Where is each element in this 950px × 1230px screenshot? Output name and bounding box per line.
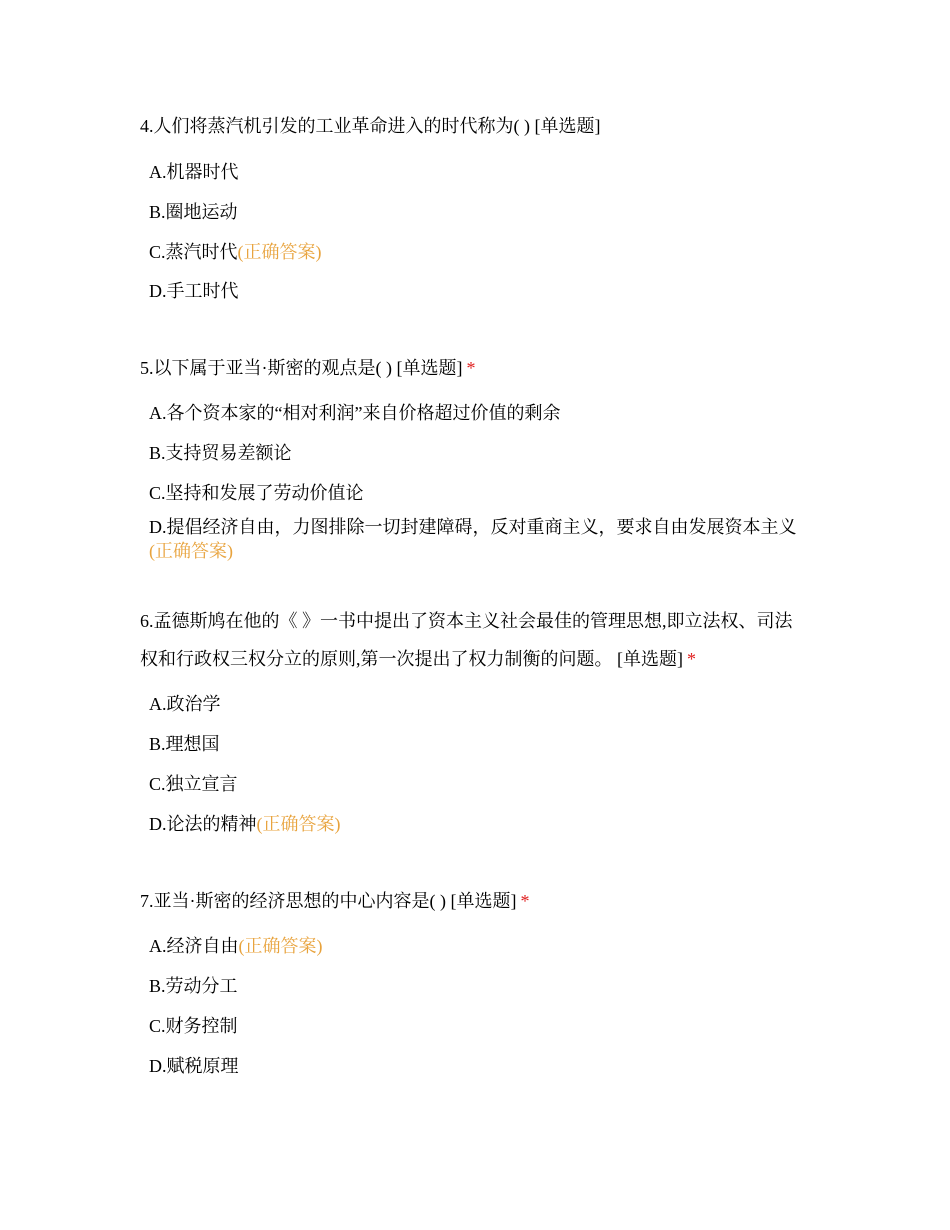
question-text: 6.孟德斯鸠在他的《 》一书中提出了资本主义社会最佳的管理思想,即立法权、司法权和行政权三权分立的原则,第一次提出了权力制衡的问题。 [单选题]: [140, 611, 793, 669]
question-title: [140, 349, 810, 387]
correct-answer-tag: (正确答案): [237, 242, 322, 262]
option-text: B.支持贸易差额论: [149, 443, 292, 463]
option-text: C.独立宣言: [149, 774, 238, 794]
option-c: [149, 240, 809, 264]
option-b: [149, 974, 809, 998]
correct-answer-tag: (正确答案): [256, 814, 341, 834]
option-text: C.财务控制: [149, 1016, 238, 1036]
option-text: D.提倡经济自由，力图排除一切封建障碍，反对重商主义，要求自由发展资本主义: [149, 517, 797, 537]
question-text: 5.以下属于亚当·斯密的观点是( ) [单选题]: [140, 358, 463, 378]
option-text: A.经济自由: [149, 936, 239, 956]
question-5: [140, 349, 810, 561]
option-d: [149, 279, 809, 303]
option-text: C.坚持和发展了劳动价值论: [149, 483, 364, 503]
question-title: [140, 602, 810, 678]
question-6: [140, 602, 810, 834]
option-b: [149, 732, 809, 756]
option-d: [149, 812, 809, 836]
option-a: [149, 160, 809, 184]
option-a: [149, 401, 809, 425]
option-text: B.圈地运动: [149, 202, 238, 222]
question-title: [140, 882, 810, 920]
required-mark: *: [687, 649, 696, 669]
question-text: 4.人们将蒸汽机引发的工业革命进入的时代称为( ) [单选题]: [140, 116, 601, 136]
option-text: C.蒸汽时代: [149, 242, 238, 262]
option-d: [149, 515, 809, 563]
option-b: [149, 200, 809, 224]
option-text: A.政治学: [149, 694, 221, 714]
correct-answer-tag: (正确答案): [149, 541, 233, 561]
option-b: [149, 441, 809, 465]
option-text: B.劳动分工: [149, 976, 238, 996]
question-title: [140, 107, 810, 145]
option-d: [149, 1054, 809, 1078]
option-text: B.理想国: [149, 734, 220, 754]
option-text: D.论法的精神: [149, 814, 257, 834]
option-text: A.机器时代: [149, 162, 239, 182]
option-a: [149, 692, 809, 716]
question-4: [140, 107, 810, 301]
option-a: [149, 934, 809, 958]
option-text: D.手工时代: [149, 281, 239, 301]
question-text: 7.亚当·斯密的经济思想的中心内容是( ) [单选题]: [140, 891, 517, 911]
option-c: [149, 772, 809, 796]
question-7: [140, 882, 810, 1076]
required-mark: *: [466, 358, 476, 378]
required-mark: *: [520, 891, 530, 911]
correct-answer-tag: (正确答案): [238, 936, 323, 956]
option-c: [149, 481, 809, 505]
option-text: D.赋税原理: [149, 1056, 239, 1076]
option-c: [149, 1014, 809, 1038]
option-text: A.各个资本家的“相对利润”来自价格超过价值的剩余: [149, 403, 561, 423]
